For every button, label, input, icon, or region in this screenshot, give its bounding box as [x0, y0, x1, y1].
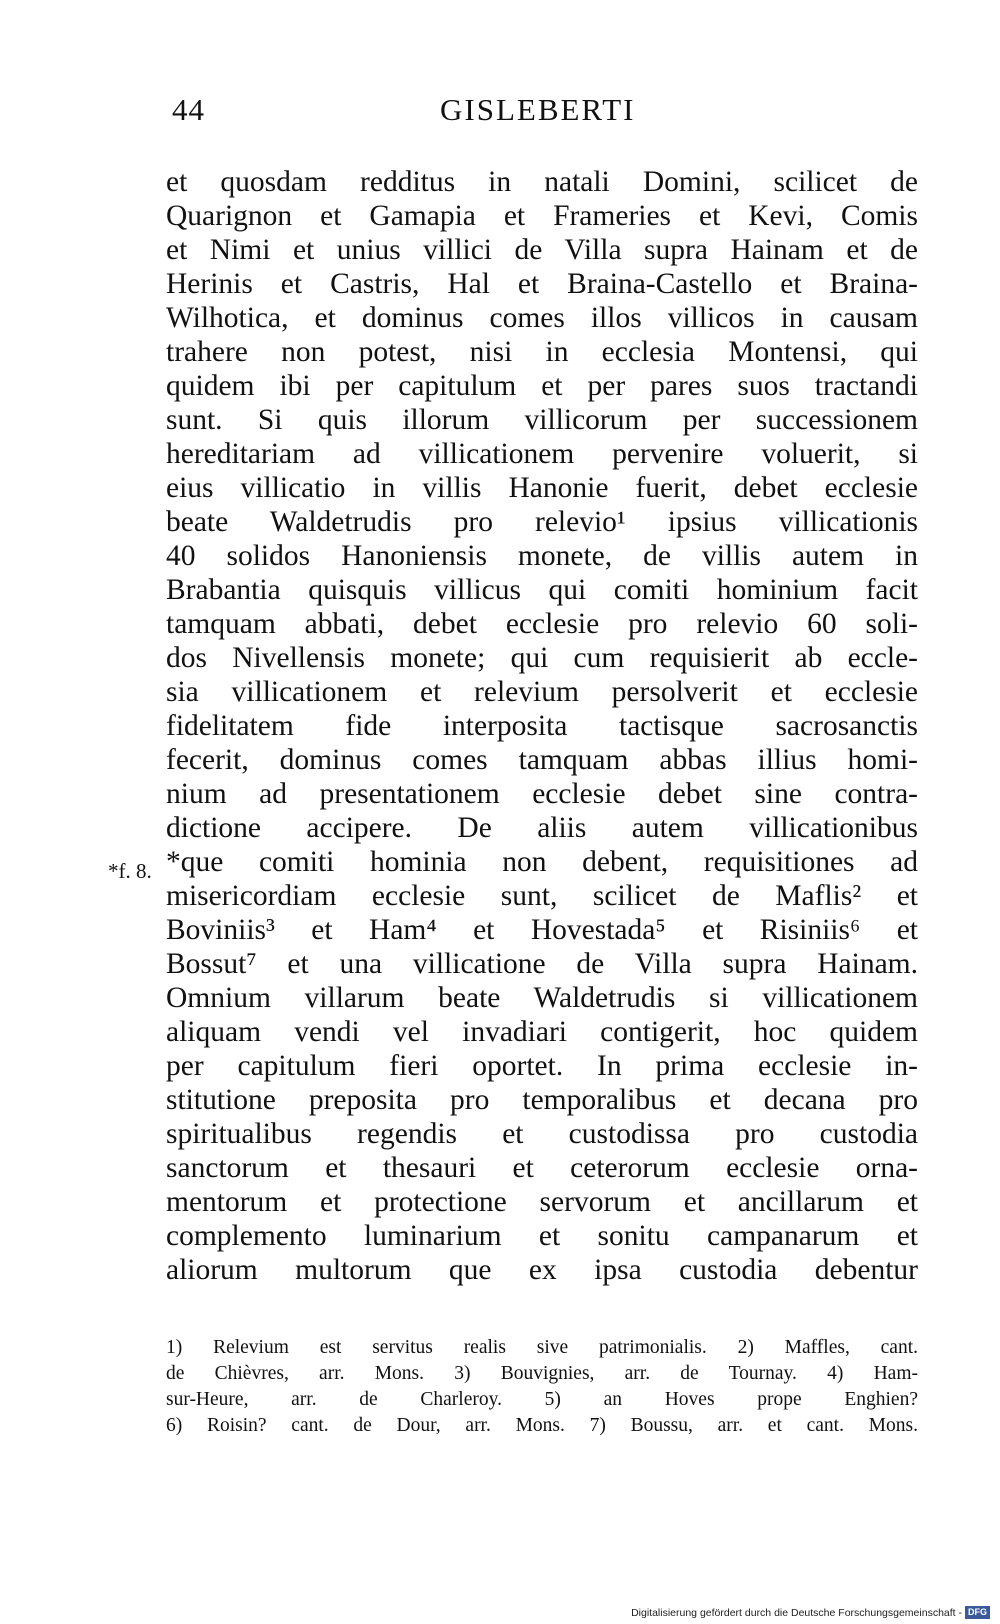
text-line: quidem ibi per capitulum et per pares suos tractandi — [166, 370, 918, 402]
dfg-logo: DFG — [965, 1606, 990, 1619]
text-line: fecerit, dominus comes tamquam abbas illius homi- — [166, 744, 918, 776]
footnotes — [166, 1335, 918, 1439]
text-line: Wilhotica, et dominus comes illos villicos in causam — [166, 302, 918, 334]
text-line: Boviniis³ et Ham⁴ et Hovestada⁵ et Risiniis⁶ et — [166, 914, 918, 946]
text-line: fidelitatem fide interposita tactisque sacrosanctis — [166, 710, 918, 742]
text-line: 40 solidos Hanoniensis monete, de villis autem in — [166, 540, 918, 572]
digitization-credit — [631, 1606, 990, 1619]
text-line: hereditariam ad villicationem pervenire voluerit, si — [166, 438, 918, 470]
text-line: beate Waldetrudis pro relevio¹ ipsius villicationis — [166, 506, 918, 538]
footnote-line: de Chièvres, arr. Mons. 3) Bouvignies, arr. de Tournay. 4) Ham- — [166, 1363, 918, 1384]
text-line: mentorum et protectione servorum et ancillarum et — [166, 1186, 918, 1218]
footnote-line: sur-Heure, arr. de Charleroy. 5) an Hoves prope Enghien? — [166, 1389, 918, 1410]
text-line: aliquam vendi vel invadiari contigerit, hoc quidem — [166, 1016, 918, 1048]
text-line: stitutione preposita pro temporalibus et decana pro — [166, 1084, 918, 1116]
text-line: eius villicatio in villis Hanonie fuerit, debet ecclesie — [166, 472, 918, 504]
text-line: tamquam abbati, debet ecclesie pro relevio 60 soli- — [166, 608, 918, 640]
text-line: Herinis et Castris, Hal et Braina-Castello et Braina- — [166, 268, 918, 300]
text-line: Bossut⁷ et una villicatione de Villa supra Hainam. — [166, 948, 918, 980]
text-line: et quosdam redditus in natali Domini, scilicet de — [166, 166, 918, 198]
text-line: sanctorum et thesauri et ceterorum ecclesie orna- — [166, 1152, 918, 1184]
text-line: *que comiti hominia non debent, requisitiones ad — [166, 846, 918, 878]
running-head: GISLEBERTI — [440, 92, 636, 127]
text-line: Quarignon et Gamapia et Frameries et Kevi, Comis — [166, 200, 918, 232]
footnote-line: 1) Relevium est servitus realis sive patrimonialis. 2) Maffles, cant. — [166, 1337, 918, 1358]
text-line: dictione accipere. De aliis autem villicationibus — [166, 812, 918, 844]
text-line: misericordiam ecclesie sunt, scilicet de Maflis² et — [166, 880, 918, 912]
main-text — [166, 165, 918, 1287]
page-number: 44 — [172, 92, 205, 127]
text-line: aliorum multorum que ex ipsa custodia debentur — [166, 1254, 918, 1286]
text-line: sunt. Si quis illorum villicorum per successionem — [166, 404, 918, 436]
footnote-line: 6) Roisin? cant. de Dour, arr. Mons. 7) Boussu, arr. et cant. Mons. — [166, 1415, 918, 1436]
text-line: spiritualibus regendis et custodissa pro custodia — [166, 1118, 918, 1150]
text-line: sia villicationem et relevium persolverit et ecclesie — [166, 676, 918, 708]
text-line: trahere non potest, nisi in ecclesia Montensi, qui — [166, 336, 918, 368]
margin-note: *f. 8. — [108, 859, 152, 883]
credit-text: Digitalisierung gefördert durch die Deutsche Forschungsgemeinschaft - — [631, 1606, 962, 1619]
text-line: Brabantia quisquis villicus qui comiti hominium facit — [166, 574, 918, 606]
text-line: complemento luminarium et sonitu campanarum et — [166, 1220, 918, 1252]
text-line: per capitulum fieri oportet. In prima ecclesie in- — [166, 1050, 918, 1082]
text-line: dos Nivellensis monete; qui cum requisierit ab eccle- — [166, 642, 918, 674]
text-line: Omnium villarum beate Waldetrudis si villicationem — [166, 982, 918, 1014]
text-line: et Nimi et unius villici de Villa supra Hainam et de — [166, 234, 918, 266]
text-line: nium ad presentationem ecclesie debet sine contra- — [166, 778, 918, 810]
